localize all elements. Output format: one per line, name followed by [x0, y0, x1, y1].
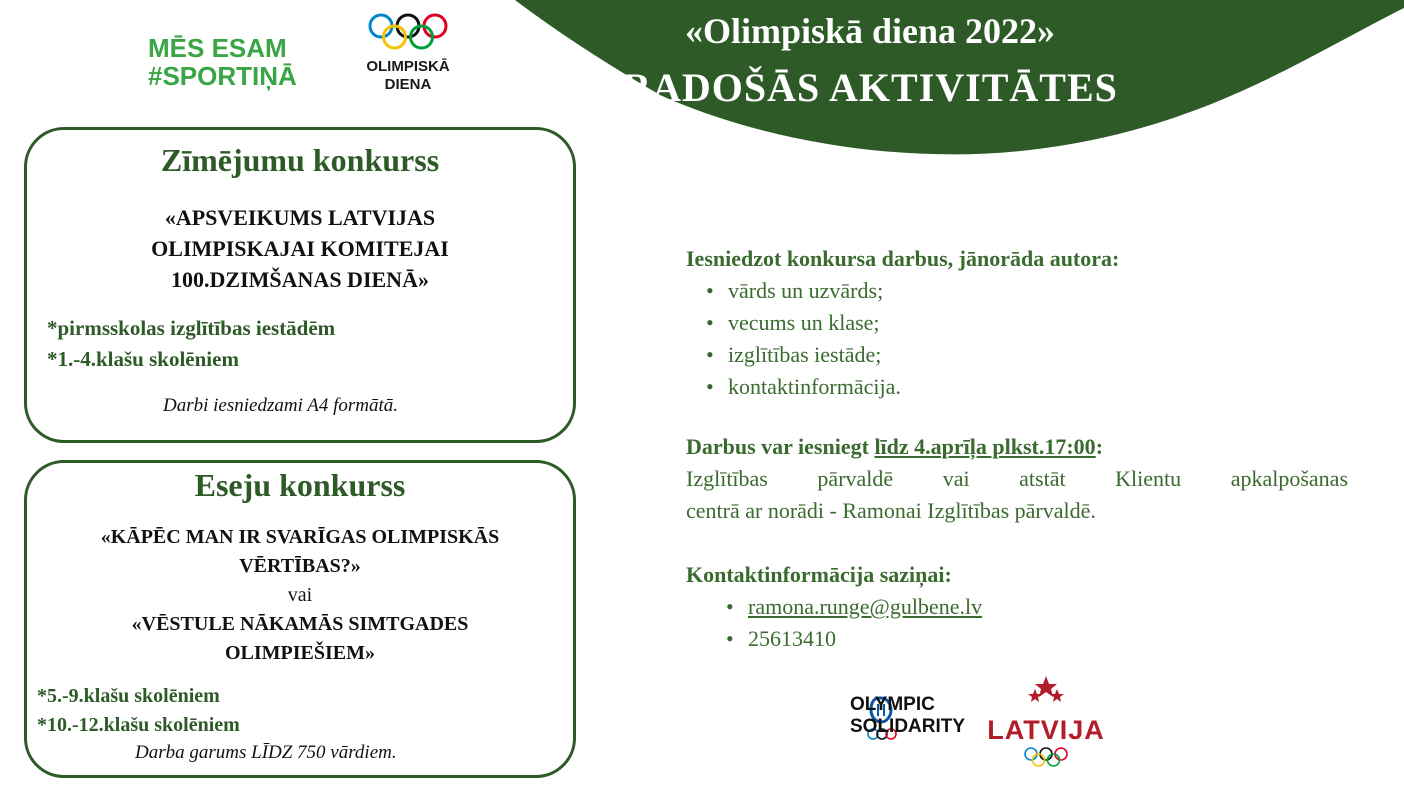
deadline-text-line1: Izglītības pārvaldē vai atstāt Klientu apkalpošanas: [686, 466, 1348, 491]
olympic-solidarity-text: [850, 694, 965, 738]
audience-item: *5.-9.klašu skolēniem: [37, 685, 220, 707]
bullet: •: [706, 342, 714, 367]
olympic-day-label-1: OLIMPISKĀ: [366, 58, 450, 75]
sports-campaign-logo: [148, 34, 297, 90]
deadline-date: līdz 4.aprīļa plkst.17:00: [874, 434, 1096, 459]
drawing-contest-box: [24, 127, 576, 443]
contact-email-item: [726, 594, 982, 620]
essay-contest-title: Eseju konkurss: [194, 467, 406, 503]
phone-number: 25613410: [748, 626, 836, 651]
latvija-text: LATVIJA: [987, 715, 1105, 745]
theme-connector: vai: [287, 584, 313, 606]
theme-line: OLIMPISKAJAI KOMITEJAI: [151, 236, 449, 261]
format-note: Darbi iesniedzami A4 formātā.: [163, 395, 399, 416]
length-note: Darba garums LĪDZ 750 vārdiem.: [135, 742, 397, 763]
list-item: [706, 278, 883, 304]
list-item: [706, 374, 901, 400]
solidarity-line1: OLYMPIC: [850, 694, 935, 715]
latvija-olympic-logo: [986, 676, 1106, 773]
deadline-suffix: :: [1095, 434, 1104, 459]
list-item-text: vārds un uzvārds;: [728, 278, 884, 303]
olympic-day-logo: [348, 12, 468, 93]
drawing-contest-title: Zīmējumu konkurss: [160, 142, 440, 178]
audience-item: *pirmsskolas izglītības iestādēm: [47, 316, 336, 340]
olympic-rings-icon: [365, 12, 451, 52]
page-title: «Olimpiskā diena 2022»: [684, 11, 1056, 51]
submission-heading: Iesniedzot konkursa darbus, jānorāda autora:: [686, 246, 1120, 271]
olympic-day-label-2: DIENA: [384, 76, 432, 93]
deadline-prefix: Darbus var iesniegt: [686, 434, 875, 459]
essay-contest-theme: [27, 523, 573, 668]
theme-line: «VĒSTULE NĀKAMĀS SIMTGADES: [131, 613, 469, 635]
deadline-text-line2: centrā ar norādi - Ramonai Izglītības pārvaldē.: [686, 498, 1096, 523]
bullet: •: [706, 374, 714, 399]
theme-line: 100.DZIMŠANAS DIENĀ»: [171, 267, 429, 292]
theme-line: «APSVEIKUMS LATVIJAS: [164, 205, 436, 230]
bullet: •: [726, 594, 734, 619]
list-item-text: izglītības iestāde;: [728, 342, 882, 367]
list-item: [706, 342, 881, 368]
page-subtitle: RADOŠĀS AKTIVITĀTES: [622, 65, 1118, 110]
three-stars-icon: [1026, 676, 1066, 710]
contacts-heading: Kontaktinformācija saziņai:: [686, 562, 952, 587]
bullet: •: [706, 278, 714, 303]
theme-line: OLIMPIEŠIEM»: [224, 642, 376, 664]
bullet: •: [706, 310, 714, 335]
olympic-rings-icon: [1023, 746, 1069, 768]
audience-item: *10.-12.klašu skolēniem: [37, 714, 240, 736]
email-link[interactable]: ramona.runge@gulbene.lv: [748, 594, 983, 619]
sport-logo-line1: MĒS ESAM: [148, 33, 287, 63]
solidarity-line2: SOLIDARITY: [850, 716, 966, 737]
list-item-text: vecums un klase;: [728, 310, 880, 335]
deadline-heading: [686, 434, 1103, 460]
audience-item: *1.-4.klašu skolēniem: [47, 347, 239, 371]
drawing-contest-theme: [27, 202, 573, 295]
essay-contest-box: [24, 460, 576, 778]
list-item: [706, 310, 880, 336]
sport-logo-line2: #SPORTIŅĀ: [148, 61, 297, 91]
theme-line: VĒRTĪBAS?»: [239, 555, 361, 577]
list-item-text: kontaktinformācija.: [728, 374, 901, 399]
contact-phone-item: [726, 626, 836, 652]
bullet: •: [726, 626, 734, 651]
theme-line: «KĀPĒC MAN IR SVARĪGAS OLIMPISKĀS: [100, 526, 500, 548]
